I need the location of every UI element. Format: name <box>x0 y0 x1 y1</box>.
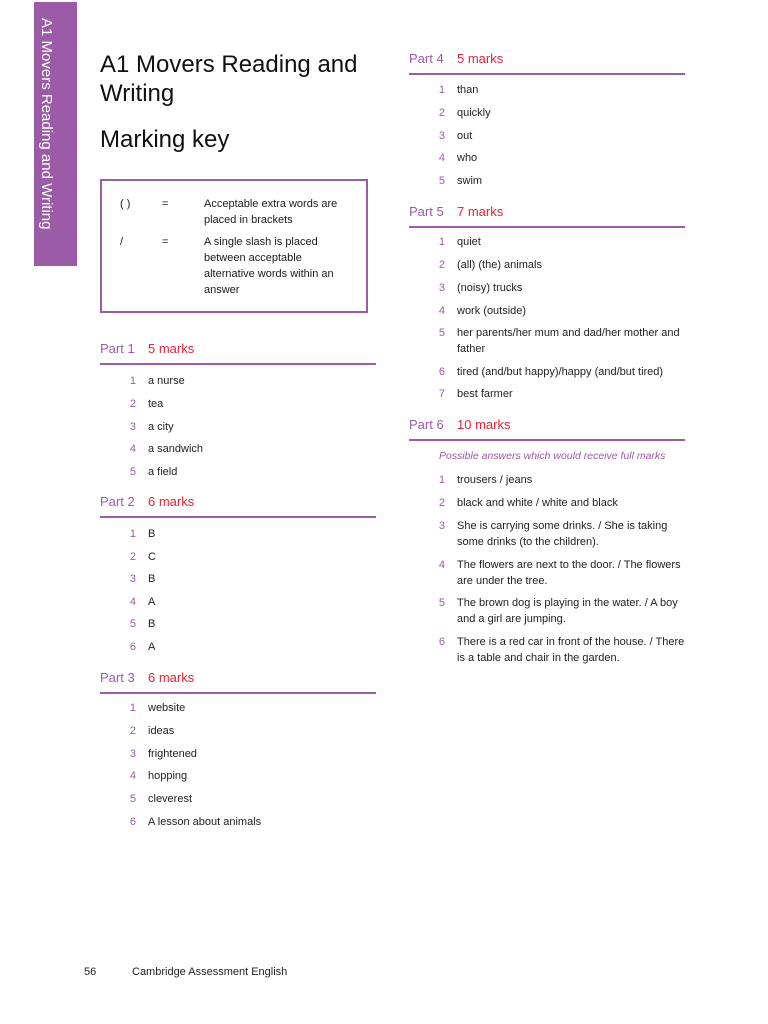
part-label: Part 4 <box>409 51 444 66</box>
part-header <box>100 670 376 694</box>
answer-number: 5 <box>129 793 136 806</box>
part-5-section <box>409 204 685 409</box>
part-header <box>409 417 685 441</box>
part-marks: 6 marks <box>148 494 195 509</box>
answer-item <box>409 325 685 364</box>
answer-text: best farmer <box>457 388 513 400</box>
answer-text: a sandwich <box>148 443 204 456</box>
answer-text: swim <box>457 175 483 187</box>
answer-number: 4 <box>438 152 445 165</box>
answer-text: cleverest <box>148 793 193 806</box>
answer-item <box>409 518 685 557</box>
part-2-section <box>100 494 376 662</box>
answer-text: B <box>148 573 156 586</box>
answer-item <box>100 700 376 723</box>
part-6-section <box>409 417 685 672</box>
part-marks: 5 marks <box>457 51 504 66</box>
answer-text: The brown dog is playing in the water. / A boy and a girl are jumping. <box>457 597 678 625</box>
answer-list <box>409 472 685 672</box>
answer-number: 6 <box>129 815 136 828</box>
answer-number: 1 <box>129 528 136 540</box>
part-label: Part 5 <box>409 204 444 219</box>
answer-text: (all) (the) animals <box>457 259 542 271</box>
answer-number: 3 <box>129 420 136 433</box>
answer-text: There is a red car in front of the house. / There is a table and chair in the garden. <box>457 635 685 664</box>
part-label: Part 1 <box>100 341 135 356</box>
answer-text: A <box>148 595 156 608</box>
answer-number: 7 <box>438 388 445 400</box>
answer-text: quickly <box>457 106 491 119</box>
answer-number: 3 <box>129 747 136 760</box>
answer-list <box>100 700 376 837</box>
answer-number: 5 <box>438 597 445 609</box>
answer-number: 2 <box>438 497 445 509</box>
answer-number: 1 <box>129 702 136 714</box>
part-marks: 5 marks <box>148 341 195 356</box>
key-equals: = <box>162 198 169 210</box>
answer-item <box>100 373 376 396</box>
answer-text: than <box>457 84 479 96</box>
answer-item <box>409 495 685 518</box>
part-note: Possible answers which would receive full marks <box>439 450 666 462</box>
answer-text: her parents/her mum and dad/her mother and father <box>457 327 680 355</box>
answer-number: 3 <box>438 282 445 294</box>
answer-item <box>409 234 685 257</box>
answer-text: tea <box>148 397 164 410</box>
answer-item <box>409 257 685 280</box>
answer-item <box>100 616 376 639</box>
key-description: A single slash is placed between acceptable alternative words within an answer <box>204 236 334 296</box>
answer-text: C <box>148 550 156 563</box>
answer-item <box>409 634 685 673</box>
answer-text: who <box>457 152 478 165</box>
answer-item <box>409 105 685 128</box>
answer-list <box>100 373 376 487</box>
part-1-section <box>100 341 376 487</box>
answer-item <box>100 768 376 791</box>
page-number: 56 <box>84 966 97 978</box>
answer-number: 5 <box>129 466 136 478</box>
answer-item <box>409 150 685 173</box>
answer-item <box>100 814 376 837</box>
sidebar-label: A1 Movers Reading and Writing <box>38 18 55 230</box>
answer-number: 3 <box>438 129 445 142</box>
answer-text: website <box>148 702 186 714</box>
answer-text: quiet <box>457 236 481 248</box>
key-symbol: / <box>120 236 124 248</box>
answer-item <box>100 441 376 464</box>
key-description: Acceptable extra words are placed in brackets <box>204 198 338 226</box>
answer-text: The flowers are next to the door. / The flowers are under the tree. <box>457 558 681 587</box>
answer-list <box>409 82 685 196</box>
part-4-section <box>409 51 685 196</box>
answer-text: ideas <box>148 724 175 737</box>
answer-item <box>100 746 376 769</box>
part-label: Part 6 <box>409 417 444 432</box>
answer-item <box>409 303 685 326</box>
answer-number: 4 <box>129 443 136 456</box>
answer-number: 6 <box>129 640 136 653</box>
part-label: Part 3 <box>100 670 135 685</box>
note-row <box>409 441 685 471</box>
key-symbol: ( ) <box>120 198 131 210</box>
answer-item <box>409 364 685 387</box>
answer-number: 4 <box>438 304 445 317</box>
answer-number: 1 <box>438 84 445 96</box>
answer-text: work (outside) <box>457 304 527 317</box>
part-header <box>100 341 376 365</box>
answer-number: 1 <box>129 375 136 387</box>
answer-number: 5 <box>438 175 445 187</box>
answer-number: 4 <box>438 558 445 571</box>
answer-text: a nurse <box>148 375 185 387</box>
answer-item <box>100 791 376 814</box>
answer-text: B <box>148 528 156 540</box>
part-marks: 6 marks <box>148 670 195 685</box>
answer-item <box>100 526 376 549</box>
answer-number: 5 <box>438 327 445 339</box>
answer-list <box>100 526 376 662</box>
answer-item <box>409 280 685 303</box>
answer-number: 3 <box>129 573 136 586</box>
answer-text: B <box>148 618 156 631</box>
part-marks: 7 marks <box>457 204 504 219</box>
part-header <box>409 204 685 228</box>
answer-item <box>409 173 685 196</box>
answer-item <box>100 723 376 746</box>
answer-number: 6 <box>438 365 445 378</box>
answer-number: 2 <box>438 106 445 119</box>
answer-number: 1 <box>438 474 445 486</box>
answer-item <box>409 128 685 151</box>
answer-number: 2 <box>438 259 445 271</box>
key-equals: = <box>162 236 169 248</box>
answer-item <box>100 464 376 487</box>
answer-item <box>100 571 376 594</box>
answer-text: black and white / white and black <box>457 497 618 509</box>
answer-number: 3 <box>438 520 445 532</box>
answer-item <box>100 396 376 419</box>
answer-number: 6 <box>438 635 445 648</box>
footer-publisher: Cambridge Assessment English <box>132 966 288 978</box>
answer-text: A <box>148 640 156 653</box>
answer-text: trousers / jeans <box>457 474 533 486</box>
answer-text: A lesson about animals <box>148 815 262 828</box>
answer-item <box>409 557 685 596</box>
answer-number: 2 <box>129 397 136 410</box>
answer-number: 4 <box>129 595 136 608</box>
answer-number: 5 <box>129 618 136 631</box>
answer-text: a city <box>148 420 174 433</box>
answer-item <box>409 82 685 105</box>
notation-key-box <box>100 179 368 313</box>
answer-item <box>409 386 685 409</box>
answer-item <box>100 549 376 572</box>
answer-number: 2 <box>129 724 136 737</box>
answer-text: frightened <box>148 747 197 760</box>
part-label: Part 2 <box>100 494 135 509</box>
answer-text: a field <box>148 466 178 478</box>
part-header <box>100 494 376 518</box>
answer-item <box>100 419 376 442</box>
answer-text: hopping <box>148 770 188 783</box>
page-title: A1 Movers Reading and Writing <box>100 51 358 107</box>
answer-number: 1 <box>438 236 445 248</box>
answer-item <box>100 594 376 617</box>
page-subtitle: Marking key <box>100 126 230 153</box>
answer-number: 2 <box>129 550 136 563</box>
answer-number: 4 <box>129 770 136 783</box>
answer-text: She is carrying some drinks. / She is taking some drinks (to the children). <box>457 520 668 548</box>
answer-item <box>409 472 685 495</box>
answer-text: (noisy) trucks <box>457 282 523 294</box>
answer-text: tired (and/but happy)/happy (and/but tired) <box>457 365 664 378</box>
answer-list <box>409 234 685 409</box>
answer-item <box>409 595 685 634</box>
part-3-section <box>100 670 376 837</box>
part-marks: 10 marks <box>457 417 511 432</box>
answer-item <box>100 639 376 662</box>
part-header <box>409 51 685 75</box>
sidebar-tab <box>34 2 77 266</box>
answer-text: out <box>457 129 473 142</box>
